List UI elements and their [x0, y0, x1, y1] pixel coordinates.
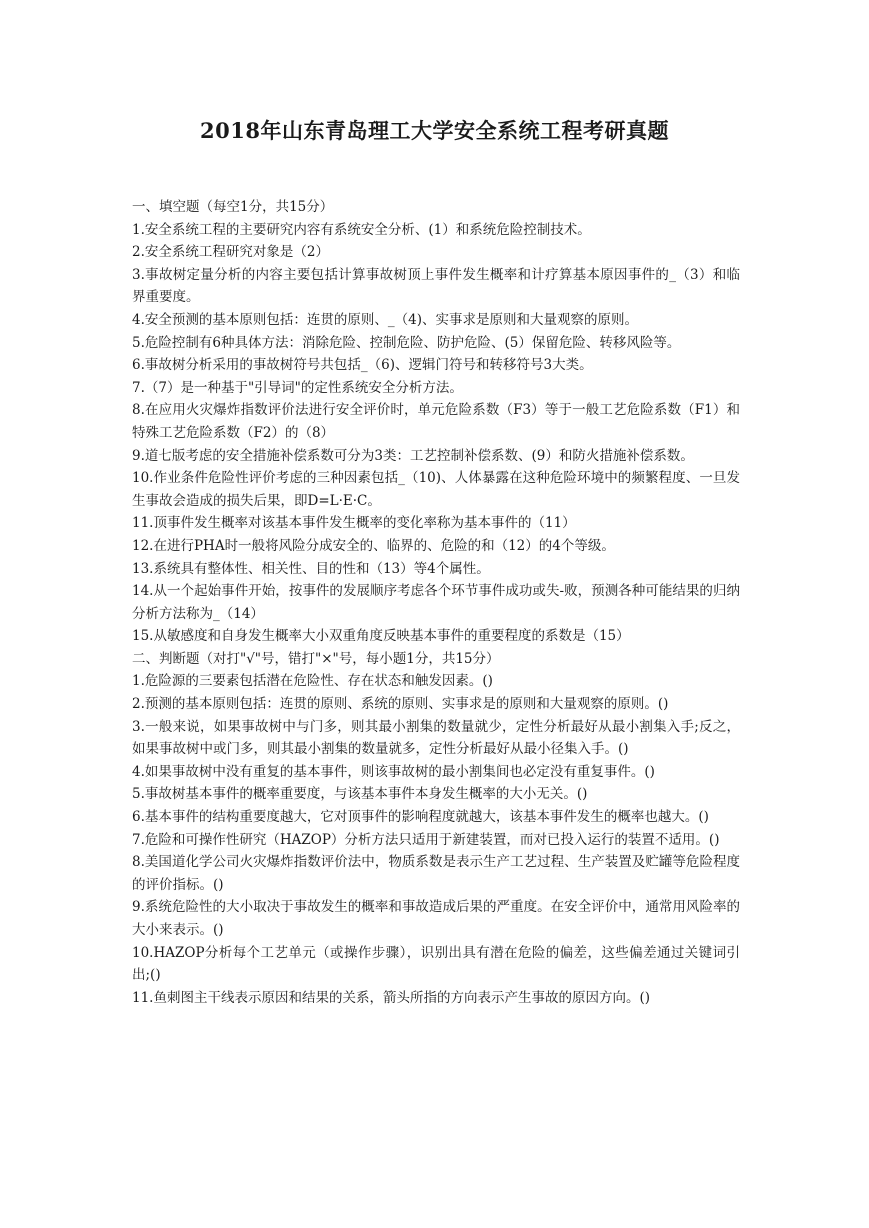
question-item: 6.事故树分析采用的事故树符号共包括_（6)、逻辑门符号和转移符号3大类。	[132, 357, 593, 374]
document-body	[132, 196, 740, 1009]
question-item: 8.美国道化学公司火灾爆炸指数评价法中，物质系数是表示生产工艺过程、生产装置及贮罐等危险程度的评价指标。()	[132, 854, 740, 893]
question-item: 2.安全系统工程研究对象是（2）	[132, 244, 329, 261]
question-item: 1.危险源的三要素包括潜在危险性、存在状态和触发因素。()	[132, 673, 493, 690]
question-item: 12.在进行PHA时一般将风险分成安全的、临界的、危险的和（12）的4个等级。	[132, 537, 615, 554]
question-item: 7.（7）是一种基于"引导词"的定性系统安全分析方法。	[132, 379, 463, 396]
question-item: 5.事故树基本事件的概率重要度，与该基本事件本身发生概率的大小无关。()	[132, 786, 588, 803]
question-item: 6.基本事件的结构重要度越大，它对顶事件的影响程度就越大，该基本事件发生的概率也越大。()	[132, 809, 709, 826]
question-item: 3.事故树定量分析的内容主要包括计算事故树顶上事件发生概率和计疗算基本原因事件的_（3）和临界重要度。	[132, 266, 740, 306]
question-item: 10.HAZOP分析每个工艺单元（或操作步骤），识别出具有潜在危险的偏差，这些偏差通过关键词引出;()	[132, 944, 740, 984]
question-item: 11.鱼刺图主干线表示原因和结果的关系，箭头所指的方向表示产生事故的原因方向。()	[132, 989, 651, 1006]
question-item: 1.安全系统工程的主要研究内容有系统安全分析、(1）和系统危险控制技术。	[132, 221, 591, 238]
question-item: 2.预测的基本原则包括：连贯的原则、系统的原则、实事求是的原则和大量观察的原则。()	[132, 696, 669, 713]
question-item: 4.安全预测的基本原则包括：连贯的原则、_（4)、实事求是原则和大量观察的原则。	[132, 311, 638, 328]
question-item: 4.如果事故树中没有重复的基本事件，则该事故树的最小割集间也必定没有重复事件。()	[132, 763, 655, 780]
question-item: 10.作业条件危险性评价考虑的三种因素包括_（10)、人体暴露在这种危险环境中的频繁程度、一旦发生事故会造成的损失后果，即D=L·E·C。	[132, 470, 740, 509]
question-item: 15.从敏感度和自身发生概率大小双重角度反映基本事件的重要程度的系数是（15）	[132, 628, 630, 645]
question-item: 8.在应用火灾爆炸指数评价法进行安全评价时，单元危险系数（F3）等于一般工艺危险系数（F1）和特殊工艺危险系数（F2）的（8）	[132, 402, 740, 441]
section-heading-fill-blank: 一、填空题（每空1分，共15分）	[132, 199, 334, 215]
document-title: 2018年山东青岛理工大学安全系统工程考研真题	[200, 118, 669, 143]
section-heading-true-false: 二、判断题（对打"√"号，错打"×"号，每小题1分，共15分）	[132, 650, 500, 667]
question-item: 7.危险和可操作性研究（HAZOP）分析方法只适用于新建装置，而对已投入运行的装置不适用。()	[132, 831, 720, 848]
question-item: 5.危险控制有6种具体方法：消除危险、控制危险、防护危险、(5）保留危险、转移风险等。	[132, 334, 681, 351]
question-item: 11.顶事件发生概率对该基本事件发生概率的变化率称为基本事件的（11）	[132, 515, 576, 532]
question-item: 13.系统具有整体性、相关性、目的性和（13）等4个属性。	[132, 560, 490, 577]
question-item: 9.系统危险性的大小取决于事故发生的概率和事故造成后果的严重度。在安全评价中，通常用风险率的大小来表示。()	[132, 899, 740, 938]
question-item: 14.从一个起始事件开始，按事件的发展顺序考虑各个环节事件成功或失-败，预测各种可能结果的归纳分析方法称为_（14）	[132, 583, 740, 622]
question-item: 9.道七版考虑的安全措施补偿系数可分为3类：工艺控制补偿系数、(9）和防火措施补偿系数。	[132, 447, 694, 464]
question-item: 3.一般来说，如果事故树中与门多，则其最小割集的数量就少，定性分析最好从最小割集入手;反之，如果事故树中或门多，则其最小割集的数量就多，定性分析最好从最小径集入手。()	[132, 718, 740, 758]
